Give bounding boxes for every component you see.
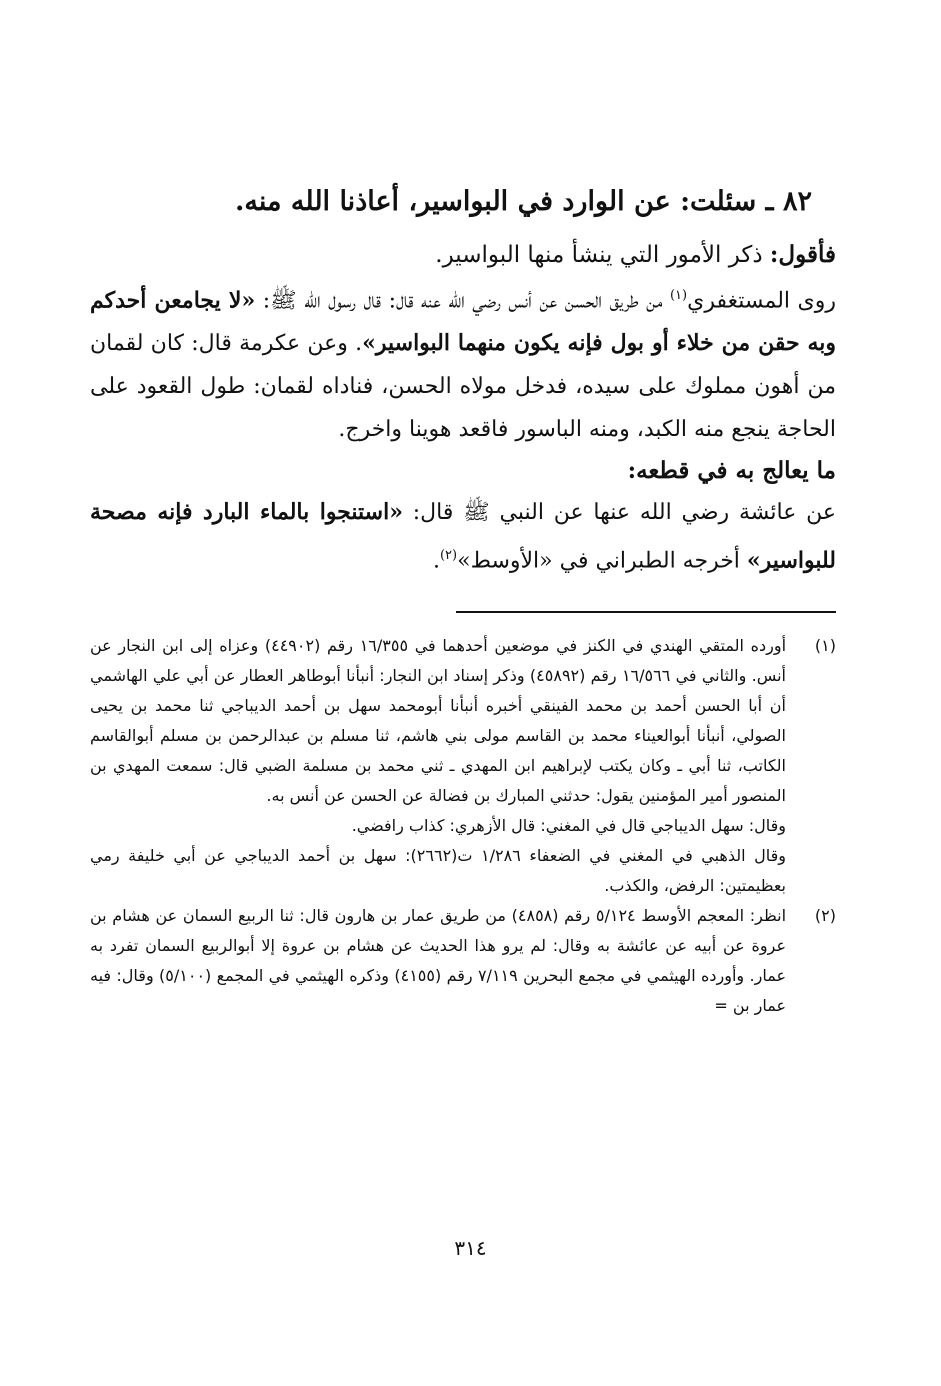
hadith-quote-2: «استنجوا بالماء البارد فإنه مصحة للبواسير» [90, 499, 836, 574]
footnote-ref-2[interactable]: (٢) [439, 548, 458, 564]
question-heading: ٨٢ ـ سئلت: عن الوارد في البواسير، أعاذنا الله منه. [235, 186, 812, 217]
paragraph-1 [90, 274, 836, 451]
footnote-1-para-1: أورده المتقي الهندي في الكنز في موضعين أحدهما في ١٦/٣٥٥ رقم (٤٤٩٠٢) وعزاه إلى ابن النجار عن أنس. والثاني في ١٦/٥٦٦ رقم (٤٥٨٩٢) وذكر إسناد ابن النجار: أنبأنا أبوطاهر العطار عن أبي علي الهاشمي أن أبا الحسن أحمد بن محمد الفينقي أخبره أنبأنا أبومحمد سهل بن أحمد الديباجي ثنا محمد بن يحيى الصولي، أنبأنا أبوالعيناء محمد بن القاسم مولى بني هاشم، ثنا مسلم بن عبدالرحمن بن مسلم أبوالقاسم الكاتب، ثنا أبي ـ وكان يكتب لإبراهيم ابن المهدي ـ ثني محمد بن مسلمة الضبي قال: سمعت المهدي بن المنصور أمير المؤمنين يقول: حدثني المبارك بن فضالة عن الحسن عن أنس به. [90, 635, 787, 805]
paragraph-1-part-1: روى المستغفري [687, 288, 836, 314]
footnote-2-body [90, 901, 786, 1021]
paragraph-1-part-2: من طريق الحسن عن أنس رضي الله عنه قال: قال رسول الله ﷺ: [255, 288, 670, 314]
footnote-ref-1[interactable]: (١) [669, 288, 688, 303]
paragraph-2-part-3: . [432, 548, 440, 574]
footnote-divider [456, 611, 836, 613]
page-number: ٣١٤ [454, 1236, 487, 1260]
footnote-1-para-3: وقال الذهبي في المغني في الضعفاء ١/٢٨٦ ت(٢٦٦٢): سهل بن أحمد الديباجي عن أبي خليفة رمي بعظيمتين: الرفض، والكذب. [90, 845, 787, 895]
paragraph-2-part-2: أخرجه الطبراني في «الأوسط» [457, 548, 747, 574]
book-page [90, 180, 836, 1021]
answer-intro [90, 236, 836, 274]
answer-lead: فأقول: [769, 241, 836, 268]
treatment-subheading: ما يعالج به في قطعه: [627, 457, 836, 485]
footnote-2-number: (٢) [814, 905, 836, 925]
paragraph-2-part-1: عن عائشة رضي الله عنها عن النبي ﷺ قال: [402, 500, 837, 526]
footnote-2 [90, 901, 836, 1021]
paragraph-1-part-3: . وعن عكرمة قال: كان لقمان من أهون مملوك على سيده، فدخل مولاه الحسن، فناداه لقمان: طول القعود على الحاجة ينجع منه الكبد، ومنه الباسور فاقعد هوينا واخرج. [90, 331, 836, 443]
footnote-1-para-2: وقال: سهل الديباجي قال في المغني: قال الأزهري: كذاب رافضي. [351, 815, 786, 835]
footnote-1-number: (١) [814, 635, 836, 655]
footnote-2-para-1: انظر: المعجم الأوسط ٥/١٢٤ رقم (٤٨٥٨) من طريق عمار بن هارون قال: ثنا الربيع السمان عن هشام بن عروة عن أبيه عن عائشة به وقال: لم يرو هذا الحديث عن هشام بن عروة إلا أبوالربيع السمان تفرد به عمار. وأورده الهيثمي في مجمع البحرين ٧/١١٩ رقم (٤١٥٥) وذكره الهيثمي في المجمع (٥/١٠٠) وقال: فيه عمار بن = [90, 905, 787, 1015]
paragraph-2 [90, 491, 836, 582]
footnote-1-body [90, 631, 786, 901]
answer-text: ذكر الأمور التي ينشأ منها البواسير. [435, 242, 763, 268]
footnote-1 [90, 631, 836, 901]
hadith-quote-1: «لا يجامعن أحدكم وبه حقن من خلاء أو بول فإنه يكون منهما البواسير» [90, 287, 837, 357]
